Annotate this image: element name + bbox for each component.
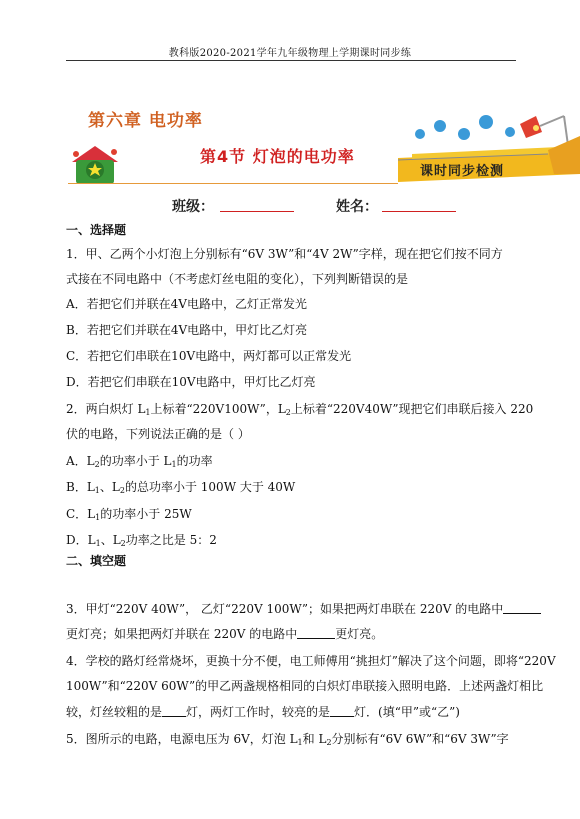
q1-stem-line2: 式接在不同电路中（不考虑灯丝电阻的变化），下列判断错误的是 (66, 272, 409, 286)
q1-option-a: A．若把它们并联在4V电路中，乙灯正常发光 (66, 297, 307, 311)
name-blank[interactable] (382, 211, 456, 212)
q1-option-d: D．若把它们串联在10V电路中，甲灯比乙灯亮 (66, 375, 316, 389)
q3-blank-1[interactable] (503, 602, 541, 614)
banner-label: 课时同步检测 (420, 164, 505, 179)
chapter-title: 第六章 电功率 (88, 111, 203, 131)
q3-line2: 更灯亮；如果把两灯并联在 220V 的电路中 更灯亮。 (66, 627, 384, 641)
q3-blank-2[interactable] (297, 627, 335, 639)
q2-stem-line1: 2．两白炽灯 $L_1$上标着“220V100W”，$L_2$上标着“220V40W”现把它们串联后接入 220 (66, 402, 534, 417)
q5-line1: 5．图所示的电路，电源电压为 6V，灯泡 $L_1$和 $L_2$分别标有“6V 6W”和“6V 3W”字 (66, 732, 509, 747)
q2-option-c: C．$L_1$的功率小于 25W (66, 507, 192, 522)
q4-line1: 4．学校的路灯经常烧坏，更换十分不便，电工师傅用“挑担灯”解决了这个问题，即将“220V (66, 654, 556, 668)
q4-blank-1[interactable] (162, 705, 186, 717)
q1-stem-line1: 1．甲、乙两个小灯泡上分别标有“6V 3W”和“4V 2W”字样，现在把它们按不同方 (66, 247, 503, 261)
q2-stem-line2: 伏的电路，下列说法正确的是（ ） (66, 427, 250, 441)
q3-line1: 3．甲灯“220V 40W”， 乙灯“220V 100W”；如果把两灯串联在 220V 的电路中 (66, 601, 541, 617)
q2-option-d: D．$L_1$、$L_2$功率之比是 5：2 (66, 533, 217, 548)
page-header: 教科版2020-2021学年九年级物理上学期课时同步练 (168, 48, 412, 59)
q4-line2: 100W”和“220V 60W”的甲乙两盏规格相同的白炽灯串联接入照明电路．上述两盏灯相比 (66, 679, 544, 693)
q4-line3: 较，灯丝较粗的是 灯，两灯工作时，较亮的是 灯．(填“甲”或“乙”) (66, 705, 460, 719)
part1-heading: 一、选择题 (66, 223, 127, 237)
q1-option-b: B．若把它们并联在4V电路中，甲灯比乙灯亮 (66, 323, 308, 337)
part2-heading: 二、填空题 (66, 554, 127, 568)
header-divider (66, 60, 516, 61)
class-blank[interactable] (220, 211, 294, 212)
q1-option-c: C．若把它们串联在10V电路中，两灯都可以正常发光 (66, 349, 352, 363)
q2-option-b: B．$L_1$、$L_2$的总功率小于 100W 大于 40W (66, 480, 296, 495)
class-label: 班级： (172, 199, 214, 215)
q2-option-a: A．$L_2$的功率小于 $L_1$的功率 (66, 454, 213, 469)
q4-blank-2[interactable] (330, 705, 354, 717)
title-underline (68, 183, 398, 184)
section-title: 第4节 灯泡的电功率 (200, 147, 355, 166)
house-star-icon (68, 140, 122, 186)
name-label: 姓名： (336, 199, 378, 215)
